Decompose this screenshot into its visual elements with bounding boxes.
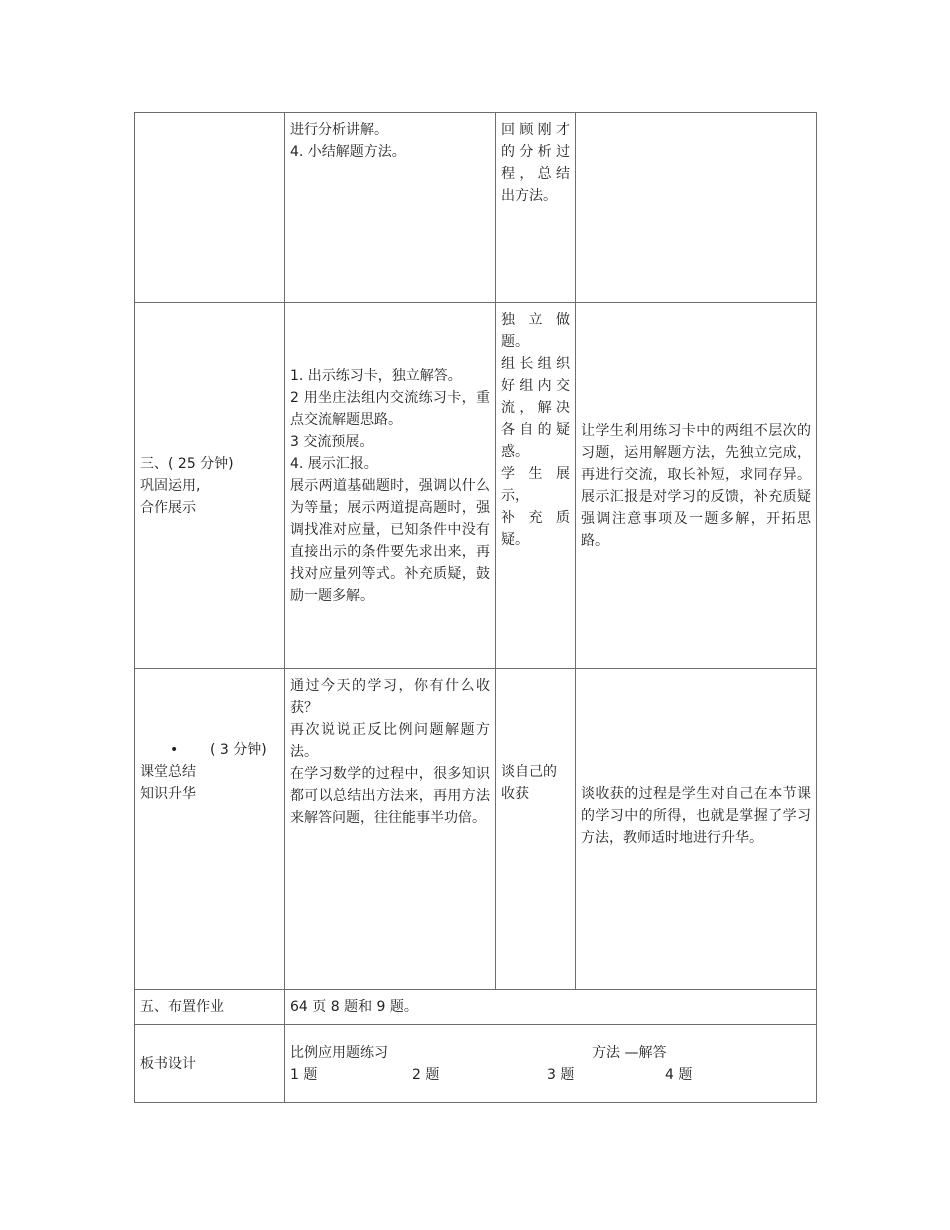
intent-text: 让学生利用练习卡中的两组不层次的习题，运用解题方法，先独立完成，再进行交流，取长补短，求同存异。展示汇报是对学习的反馈，补充质疑强调注意事项及一题多解，开拓思路。 <box>581 422 811 549</box>
homework-label: 五、布置作业 <box>140 999 224 1015</box>
bullet-icon: • <box>170 742 179 758</box>
teacher-process-cell <box>285 303 496 669</box>
board-item: 2 题 <box>412 1066 440 1083</box>
table-row <box>135 303 817 669</box>
teacher-process-cell <box>285 669 496 990</box>
student-line: 回顾刚才的分析过程，总结出方法。 <box>501 122 570 204</box>
stage-cell <box>135 669 285 990</box>
stage-line: ( 3 分钟) <box>210 742 267 758</box>
design-intent-cell <box>576 113 817 303</box>
student-activity-cell <box>496 303 576 669</box>
process-line: 4. 展示汇报。 <box>290 455 378 472</box>
table-row <box>135 990 817 1025</box>
stage-cell <box>135 113 285 303</box>
board-content-cell <box>285 1025 817 1103</box>
intent-text: 谈收获的过程是学生对自己在本节课的学习中的所得，也就是掌握了学习方法，教师适时地进行升华。 <box>581 786 811 846</box>
stage-line: 巩固运用, <box>140 477 201 494</box>
lesson-plan-table <box>134 112 817 1103</box>
board-item: 3 题 <box>547 1066 575 1083</box>
teacher-process-cell <box>285 113 496 303</box>
process-line: 再次说说正反比例问题解题方法。 <box>290 722 490 760</box>
stage-line: 知识升华 <box>140 786 196 802</box>
table-row <box>135 113 817 303</box>
board-method: 方法 —解答 <box>592 1044 667 1061</box>
stage-line: 三、( 25 分钟) <box>140 455 234 472</box>
process-line: 在学习数学的过程中，很多知识都可以总结出方法来，再用方法来解答问题，往往能事半功倍。 <box>290 766 490 826</box>
student-line: 补充质疑。 <box>501 510 570 548</box>
board-title: 比例应用题练习 <box>290 1044 388 1061</box>
student-line: 谈自己的收获 <box>501 764 557 802</box>
table-row <box>135 669 817 990</box>
student-activity-cell <box>496 113 576 303</box>
student-activity-cell <box>496 669 576 990</box>
homework-content-cell <box>285 990 817 1025</box>
design-intent-cell <box>576 303 817 669</box>
student-line: 组长组织好组内交流，解决各自的疑惑。 <box>501 356 570 460</box>
student-line: 学生展示， <box>501 466 570 504</box>
process-line: 进行分析讲解。 <box>290 122 388 138</box>
design-intent-cell <box>576 669 817 990</box>
process-line: 1. 出示练习卡，独立解答。 <box>290 367 462 384</box>
stage-cell <box>135 990 285 1025</box>
stage-cell <box>135 303 285 669</box>
homework-content: 64 页 8 题和 9 题。 <box>290 999 418 1015</box>
process-line: 3 交流预展。 <box>290 433 374 450</box>
stage-cell <box>135 1025 285 1103</box>
board-item: 1 题 <box>290 1066 318 1083</box>
stage-line: 课堂总结 <box>140 764 196 780</box>
student-line: 独立做题。 <box>501 312 570 350</box>
stage-line: 合作展示 <box>140 499 196 516</box>
board-label: 板书设计 <box>140 1055 196 1072</box>
process-line: 通过今天的学习，你有什么收获？ <box>290 678 490 716</box>
table-row <box>135 1025 817 1103</box>
process-line: 4. 小结解题方法。 <box>290 144 406 160</box>
process-line: 展示两道基础题时，强调以什么为等量；展示两道提高题时，强调找准对应量，已知条件中没有直接出示的条件要先求出来，再找对应量列等式。补充质疑，鼓励一题多解。 <box>290 477 490 604</box>
board-item: 4 题 <box>665 1066 693 1083</box>
process-line: 2 用坐庄法组内交流练习卡，重点交流解题思路。 <box>290 389 490 428</box>
